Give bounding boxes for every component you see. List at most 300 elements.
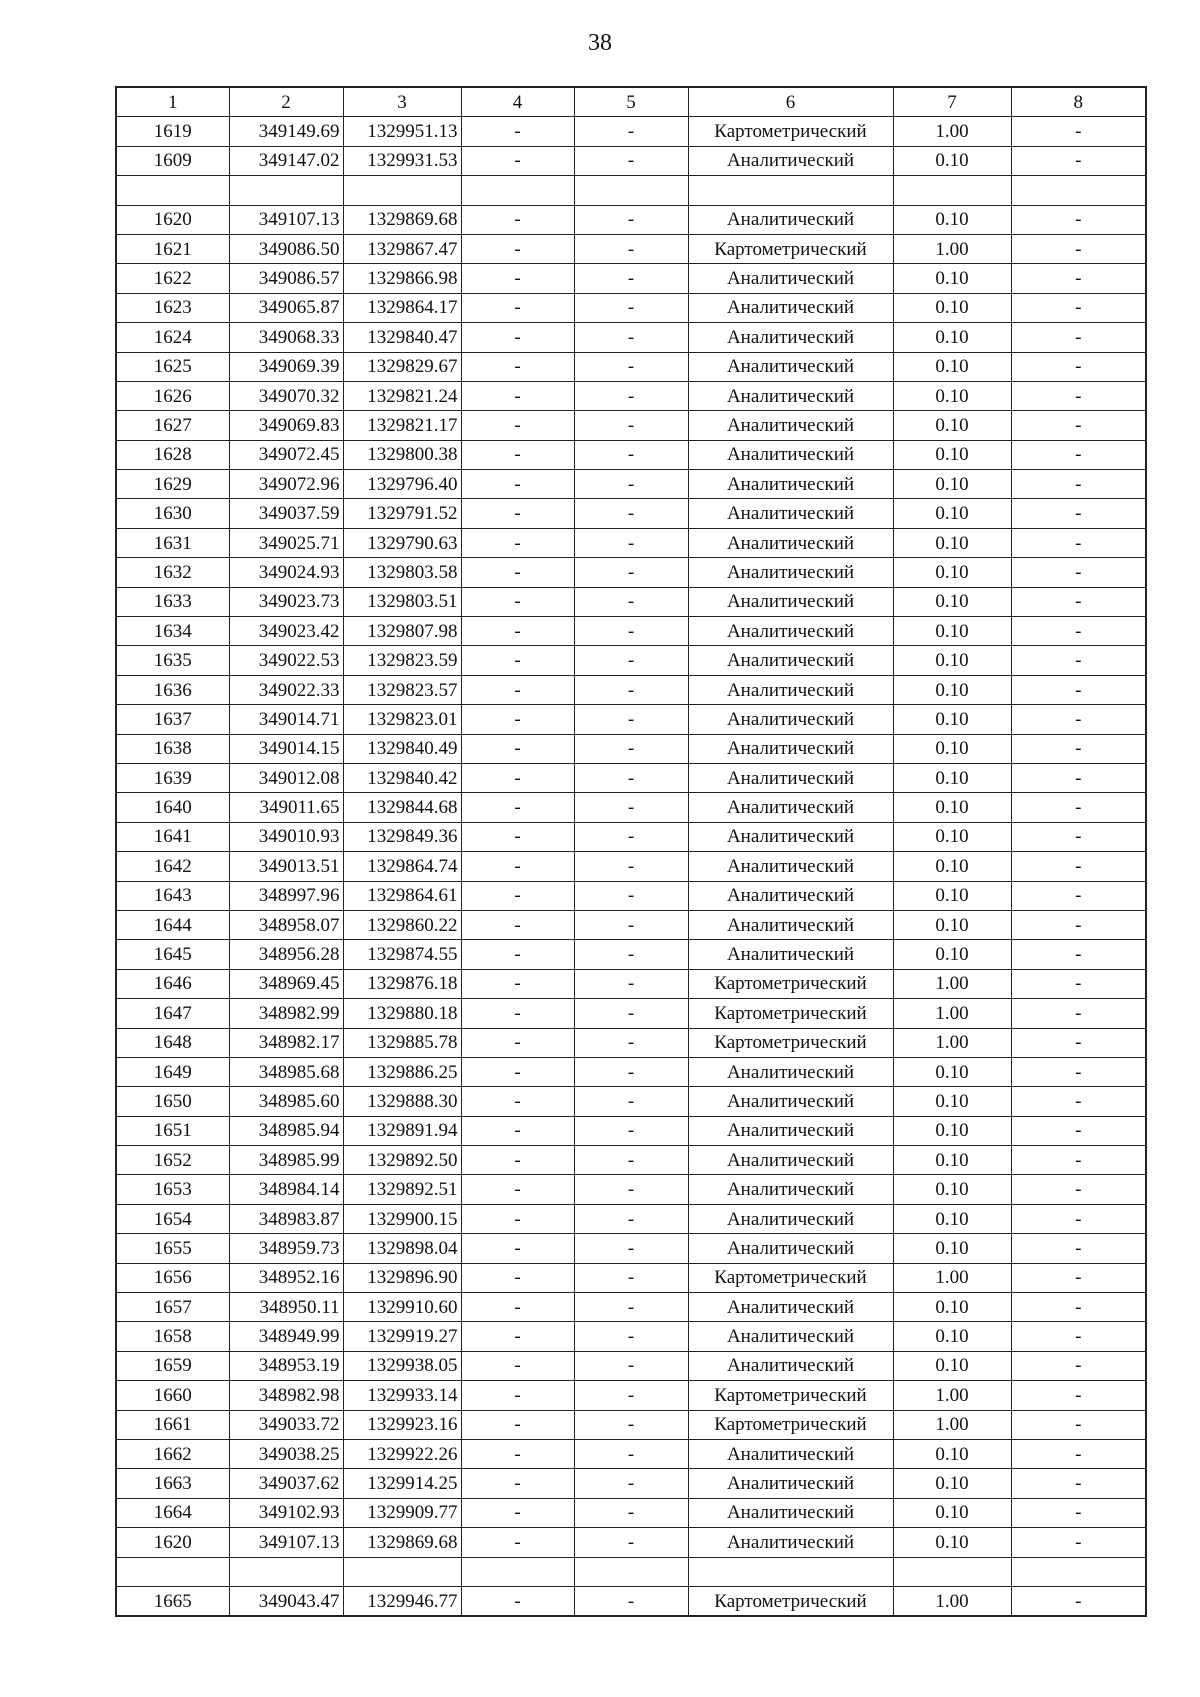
cell-col-8: -: [1011, 381, 1146, 410]
cell-point-number: 1664: [116, 1498, 229, 1527]
cell-col-4: -: [461, 999, 574, 1028]
cell-coord-y: 1329892.51: [343, 1175, 461, 1204]
table-row: [116, 117, 1146, 146]
cell-coord-x: 348969.45: [229, 969, 343, 998]
cell-coord-x: 349023.73: [229, 587, 343, 616]
table-row: [116, 617, 1146, 646]
cell-method: Картометрический: [688, 1410, 893, 1439]
cell-coord-y: 1329860.22: [343, 910, 461, 939]
cell-col-4: -: [461, 440, 574, 469]
table-row: [116, 1087, 1146, 1116]
cell-method: Аналитический: [688, 1322, 893, 1351]
cell-method: Аналитический: [688, 1116, 893, 1145]
cell-col-8: -: [1011, 1410, 1146, 1439]
cell-accuracy: 0.10: [893, 470, 1011, 499]
cell-coord-y: 1329844.68: [343, 793, 461, 822]
cell-method: Картометрический: [688, 117, 893, 146]
cell-point-number: 1628: [116, 440, 229, 469]
cell-accuracy: 0.10: [893, 352, 1011, 381]
cell-method: Аналитический: [688, 910, 893, 939]
cell-point-number: 1657: [116, 1293, 229, 1322]
cell-coord-y: 1329864.61: [343, 881, 461, 910]
cell-col-8: -: [1011, 1381, 1146, 1410]
cell-point-number: 1665: [116, 1586, 229, 1616]
cell-coord-x: 348982.99: [229, 999, 343, 1028]
cell-col-4: -: [461, 587, 574, 616]
cell-method: Аналитический: [688, 440, 893, 469]
cell-method: Аналитический: [688, 293, 893, 322]
cell-col-4: -: [461, 1410, 574, 1439]
table-row: [116, 999, 1146, 1028]
cell-col-4: -: [461, 146, 574, 175]
cell-coord-y: 1329840.47: [343, 323, 461, 352]
cell-method: Аналитический: [688, 1469, 893, 1498]
cell-method: Аналитический: [688, 264, 893, 293]
cell-coord-x: 349072.96: [229, 470, 343, 499]
cell-method: Аналитический: [688, 146, 893, 175]
cell-col-8: -: [1011, 1116, 1146, 1145]
cell-coord-y: 1329864.17: [343, 293, 461, 322]
cell-coord-x: 349022.53: [229, 646, 343, 675]
cell-coord-y: 1329823.01: [343, 705, 461, 734]
cell-point-number: 1635: [116, 646, 229, 675]
cell-accuracy: 0.10: [893, 1116, 1011, 1145]
cell-method: Картометрический: [688, 1586, 893, 1616]
cell-point-number: 1619: [116, 117, 229, 146]
cell-coord-x: 348958.07: [229, 910, 343, 939]
cell-coord-y: 1329796.40: [343, 470, 461, 499]
cell-coord-x: 349037.59: [229, 499, 343, 528]
cell-col-5: -: [574, 675, 688, 704]
table-row: [116, 1234, 1146, 1263]
cell-method: Аналитический: [688, 1293, 893, 1322]
cell-coord-y: 1329867.47: [343, 234, 461, 263]
cell-accuracy: 0.10: [893, 1204, 1011, 1233]
cell-point-number: 1645: [116, 940, 229, 969]
cell-accuracy: 0.10: [893, 587, 1011, 616]
cell-point-number: 1637: [116, 705, 229, 734]
cell-col-8: -: [1011, 881, 1146, 910]
cell-accuracy: 0.10: [893, 1528, 1011, 1557]
cell-col-4: -: [461, 1204, 574, 1233]
cell-col-4: -: [461, 1322, 574, 1351]
cell-col-5: -: [574, 1293, 688, 1322]
cell-coord-y: 1329898.04: [343, 1234, 461, 1263]
cell-method: Аналитический: [688, 1351, 893, 1380]
cell-col-5: -: [574, 470, 688, 499]
cell-col-4: -: [461, 822, 574, 851]
cell-coord-y: 1329840.42: [343, 763, 461, 792]
cell-col-4: -: [461, 705, 574, 734]
cell-method: Аналитический: [688, 1498, 893, 1527]
cell-method: Аналитический: [688, 822, 893, 851]
cell-col-4: -: [461, 293, 574, 322]
cell-accuracy: 0.10: [893, 146, 1011, 175]
cell-coord-x: 349107.13: [229, 1528, 343, 1557]
cell-point-number: 1641: [116, 822, 229, 851]
cell-col-8: -: [1011, 646, 1146, 675]
cell-col-8: -: [1011, 117, 1146, 146]
cell-col-8: -: [1011, 969, 1146, 998]
cell-point-number: 1644: [116, 910, 229, 939]
cell-point-number: 1621: [116, 234, 229, 263]
cell-col-5: -: [574, 1586, 688, 1616]
cell-col-8: -: [1011, 1439, 1146, 1468]
cell-col-4: -: [461, 1263, 574, 1292]
cell-coord-x: 349147.02: [229, 146, 343, 175]
cell-col-8: -: [1011, 617, 1146, 646]
cell-col-5: -: [574, 499, 688, 528]
cell-coord-x: 349107.13: [229, 205, 343, 234]
table-row: [116, 264, 1146, 293]
cell-point-number: 1620: [116, 205, 229, 234]
cell-coord-x: 349069.39: [229, 352, 343, 381]
cell-col-4: [461, 1557, 574, 1586]
table-row: [116, 881, 1146, 910]
cell-col-5: -: [574, 558, 688, 587]
cell-method: Аналитический: [688, 940, 893, 969]
cell-coord-x: [229, 176, 343, 205]
cell-coord-x: 348985.94: [229, 1116, 343, 1145]
cell-coord-y: 1329919.27: [343, 1322, 461, 1351]
cell-col-8: -: [1011, 940, 1146, 969]
cell-method: [688, 1557, 893, 1586]
cell-method: Аналитический: [688, 646, 893, 675]
cell-col-4: -: [461, 763, 574, 792]
cell-col-5: -: [574, 1469, 688, 1498]
table-row: [116, 969, 1146, 998]
table-row: [116, 1116, 1146, 1145]
cell-coord-x: 349012.08: [229, 763, 343, 792]
cell-accuracy: 1.00: [893, 117, 1011, 146]
cell-method: Аналитический: [688, 705, 893, 734]
cell-accuracy: 0.10: [893, 1469, 1011, 1498]
cell-col-5: -: [574, 617, 688, 646]
cell-accuracy: 0.10: [893, 617, 1011, 646]
cell-col-4: -: [461, 558, 574, 587]
cell-col-8: -: [1011, 323, 1146, 352]
table-row: [116, 440, 1146, 469]
cell-col-8: -: [1011, 852, 1146, 881]
cell-accuracy: 0.10: [893, 1322, 1011, 1351]
cell-coord-y: 1329938.05: [343, 1351, 461, 1380]
cell-coord-y: 1329880.18: [343, 999, 461, 1028]
cell-coord-y: 1329849.36: [343, 822, 461, 851]
table-row: [116, 587, 1146, 616]
cell-method: Аналитический: [688, 617, 893, 646]
cell-col-5: -: [574, 1087, 688, 1116]
cell-coord-x: 348984.14: [229, 1175, 343, 1204]
cell-method: Аналитический: [688, 1528, 893, 1557]
cell-col-4: -: [461, 1469, 574, 1498]
cell-col-8: -: [1011, 734, 1146, 763]
cell-col-4: -: [461, 940, 574, 969]
table-row: [116, 470, 1146, 499]
cell-col-4: -: [461, 411, 574, 440]
cell-col-8: -: [1011, 1498, 1146, 1527]
table-row: [116, 528, 1146, 557]
cell-accuracy: 0.10: [893, 1146, 1011, 1175]
cell-coord-y: 1329909.77: [343, 1498, 461, 1527]
cell-accuracy: 1.00: [893, 234, 1011, 263]
cell-col-8: -: [1011, 822, 1146, 851]
table-row: [116, 146, 1146, 175]
table-row: [116, 1146, 1146, 1175]
cell-coord-x: 348985.68: [229, 1057, 343, 1086]
cell-col-4: -: [461, 264, 574, 293]
table-row: [116, 381, 1146, 410]
cell-col-4: -: [461, 1586, 574, 1616]
cell-point-number: 1633: [116, 587, 229, 616]
cell-coord-y: 1329823.59: [343, 646, 461, 675]
cell-col-5: -: [574, 1175, 688, 1204]
cell-col-4: -: [461, 352, 574, 381]
cell-col-8: [1011, 1557, 1146, 1586]
cell-method: Картометрический: [688, 1028, 893, 1057]
cell-col-8: -: [1011, 470, 1146, 499]
cell-method: Аналитический: [688, 675, 893, 704]
cell-accuracy: 0.10: [893, 793, 1011, 822]
table-row: [116, 1381, 1146, 1410]
table-row: [116, 1322, 1146, 1351]
cell-accuracy: 1.00: [893, 1381, 1011, 1410]
cell-col-4: -: [461, 1528, 574, 1557]
table-row: [116, 940, 1146, 969]
cell-coord-y: 1329886.25: [343, 1057, 461, 1086]
cell-col-5: -: [574, 646, 688, 675]
cell-col-5: -: [574, 1528, 688, 1557]
cell-accuracy: 0.10: [893, 440, 1011, 469]
cell-coord-y: 1329914.25: [343, 1469, 461, 1498]
table-row: [116, 205, 1146, 234]
cell-col-8: -: [1011, 1586, 1146, 1616]
page-number: 38: [588, 30, 612, 56]
cell-point-number: 1663: [116, 1469, 229, 1498]
cell-col-8: -: [1011, 1322, 1146, 1351]
table-row: [116, 1293, 1146, 1322]
cell-col-8: -: [1011, 1146, 1146, 1175]
cell-accuracy: 0.10: [893, 940, 1011, 969]
cell-col-8: -: [1011, 1528, 1146, 1557]
table-row: [116, 1410, 1146, 1439]
coordinates-table: [115, 86, 1147, 1617]
cell-col-5: -: [574, 528, 688, 557]
cell-coord-y: 1329891.94: [343, 1116, 461, 1145]
table-row: [116, 1498, 1146, 1527]
cell-coord-x: 349068.33: [229, 323, 343, 352]
cell-col-8: -: [1011, 1234, 1146, 1263]
cell-col-8: -: [1011, 146, 1146, 175]
table-row: [116, 558, 1146, 587]
cell-coord-x: 349065.87: [229, 293, 343, 322]
cell-col-5: -: [574, 1204, 688, 1233]
cell-point-number: 1649: [116, 1057, 229, 1086]
cell-col-8: -: [1011, 205, 1146, 234]
cell-col-5: -: [574, 1322, 688, 1351]
cell-col-4: -: [461, 910, 574, 939]
cell-col-5: -: [574, 999, 688, 1028]
cell-accuracy: 0.10: [893, 323, 1011, 352]
table-row: [116, 1351, 1146, 1380]
cell-col-8: -: [1011, 411, 1146, 440]
cell-col-5: -: [574, 234, 688, 263]
cell-col-8: -: [1011, 440, 1146, 469]
cell-coord-y: 1329790.63: [343, 528, 461, 557]
cell-col-8: -: [1011, 234, 1146, 263]
header-cell: 4: [461, 87, 574, 117]
cell-coord-x: 349037.62: [229, 1469, 343, 1498]
cell-point-number: 1627: [116, 411, 229, 440]
cell-method: [688, 176, 893, 205]
cell-col-8: -: [1011, 528, 1146, 557]
cell-method: Аналитический: [688, 734, 893, 763]
header-cell: 7: [893, 87, 1011, 117]
cell-accuracy: 0.10: [893, 293, 1011, 322]
cell-coord-x: 349149.69: [229, 117, 343, 146]
table-row: [116, 234, 1146, 263]
cell-col-5: -: [574, 763, 688, 792]
cell-coord-y: 1329869.68: [343, 1528, 461, 1557]
cell-coord-x: 349072.45: [229, 440, 343, 469]
cell-accuracy: 0.10: [893, 881, 1011, 910]
cell-coord-y: [343, 176, 461, 205]
cell-point-number: 1634: [116, 617, 229, 646]
cell-accuracy: 1.00: [893, 1410, 1011, 1439]
cell-point-number: 1660: [116, 1381, 229, 1410]
cell-point-number: 1642: [116, 852, 229, 881]
cell-coord-x: 348982.98: [229, 1381, 343, 1410]
cell-method: Аналитический: [688, 411, 893, 440]
cell-point-number: 1652: [116, 1146, 229, 1175]
cell-accuracy: 0.10: [893, 381, 1011, 410]
cell-accuracy: 1.00: [893, 1263, 1011, 1292]
cell-coord-y: 1329864.74: [343, 852, 461, 881]
cell-point-number: 1624: [116, 323, 229, 352]
cell-point-number: [116, 176, 229, 205]
cell-accuracy: 1.00: [893, 999, 1011, 1028]
cell-col-4: -: [461, 470, 574, 499]
cell-point-number: 1646: [116, 969, 229, 998]
cell-coord-y: 1329869.68: [343, 205, 461, 234]
table-row: [116, 1263, 1146, 1292]
cell-point-number: 1609: [116, 146, 229, 175]
cell-point-number: 1626: [116, 381, 229, 410]
cell-method: Аналитический: [688, 470, 893, 499]
table-row: [116, 1586, 1146, 1616]
cell-coord-x: 349070.32: [229, 381, 343, 410]
cell-method: Аналитический: [688, 1087, 893, 1116]
cell-col-8: -: [1011, 587, 1146, 616]
cell-coord-x: 349086.50: [229, 234, 343, 263]
cell-point-number: 1656: [116, 1263, 229, 1292]
header-cell: 3: [343, 87, 461, 117]
cell-col-5: -: [574, 734, 688, 763]
cell-point-number: 1643: [116, 881, 229, 910]
cell-point-number: 1640: [116, 793, 229, 822]
cell-point-number: 1661: [116, 1410, 229, 1439]
cell-method: Картометрический: [688, 999, 893, 1028]
cell-coord-y: 1329874.55: [343, 940, 461, 969]
cell-coord-y: 1329876.18: [343, 969, 461, 998]
cell-point-number: 1662: [116, 1439, 229, 1468]
cell-col-4: -: [461, 499, 574, 528]
table-row: [116, 910, 1146, 939]
cell-coord-x: 348985.60: [229, 1087, 343, 1116]
cell-coord-y: 1329821.24: [343, 381, 461, 410]
cell-coord-x: 349010.93: [229, 822, 343, 851]
cell-col-4: -: [461, 234, 574, 263]
cell-accuracy: 0.10: [893, 910, 1011, 939]
cell-accuracy: 0.10: [893, 763, 1011, 792]
cell-col-5: -: [574, 1116, 688, 1145]
cell-point-number: 1647: [116, 999, 229, 1028]
cell-coord-y: 1329807.98: [343, 617, 461, 646]
table-row: [116, 734, 1146, 763]
cell-coord-y: 1329923.16: [343, 1410, 461, 1439]
cell-point-number: 1623: [116, 293, 229, 322]
header-row: [116, 87, 1146, 117]
cell-col-4: -: [461, 969, 574, 998]
cell-coord-x: 349014.71: [229, 705, 343, 734]
table-row: [116, 1204, 1146, 1233]
cell-method: Аналитический: [688, 587, 893, 616]
cell-col-5: -: [574, 969, 688, 998]
cell-point-number: 1653: [116, 1175, 229, 1204]
cell-coord-x: 348953.19: [229, 1351, 343, 1380]
cell-col-8: -: [1011, 352, 1146, 381]
cell-point-number: 1650: [116, 1087, 229, 1116]
cell-coord-y: 1329885.78: [343, 1028, 461, 1057]
cell-accuracy: 0.10: [893, 264, 1011, 293]
cell-method: Аналитический: [688, 381, 893, 410]
cell-col-8: -: [1011, 1263, 1146, 1292]
cell-col-8: -: [1011, 558, 1146, 587]
cell-col-8: -: [1011, 1028, 1146, 1057]
cell-col-8: -: [1011, 1351, 1146, 1380]
cell-col-5: -: [574, 705, 688, 734]
table-row: [116, 1439, 1146, 1468]
cell-method: Аналитический: [688, 352, 893, 381]
cell-method: Аналитический: [688, 763, 893, 792]
cell-coord-y: 1329791.52: [343, 499, 461, 528]
cell-accuracy: 0.10: [893, 1175, 1011, 1204]
table-row: [116, 646, 1146, 675]
cell-coord-y: 1329866.98: [343, 264, 461, 293]
cell-col-5: -: [574, 117, 688, 146]
cell-coord-x: 349023.42: [229, 617, 343, 646]
cell-col-5: -: [574, 1234, 688, 1263]
cell-coord-x: 348982.17: [229, 1028, 343, 1057]
cell-col-4: -: [461, 881, 574, 910]
cell-col-4: -: [461, 1351, 574, 1380]
cell-coord-x: [229, 1557, 343, 1586]
cell-col-5: [574, 176, 688, 205]
cell-col-8: -: [1011, 1293, 1146, 1322]
cell-accuracy: 1.00: [893, 1028, 1011, 1057]
table-row: [116, 352, 1146, 381]
cell-col-5: -: [574, 852, 688, 881]
cell-point-number: 1639: [116, 763, 229, 792]
cell-point-number: 1655: [116, 1234, 229, 1263]
cell-col-5: -: [574, 793, 688, 822]
cell-coord-x: 348997.96: [229, 881, 343, 910]
table-row: [116, 705, 1146, 734]
cell-col-5: -: [574, 1028, 688, 1057]
cell-coord-x: 349011.65: [229, 793, 343, 822]
cell-accuracy: 0.10: [893, 675, 1011, 704]
cell-coord-y: 1329896.90: [343, 1263, 461, 1292]
table-row: [116, 822, 1146, 851]
